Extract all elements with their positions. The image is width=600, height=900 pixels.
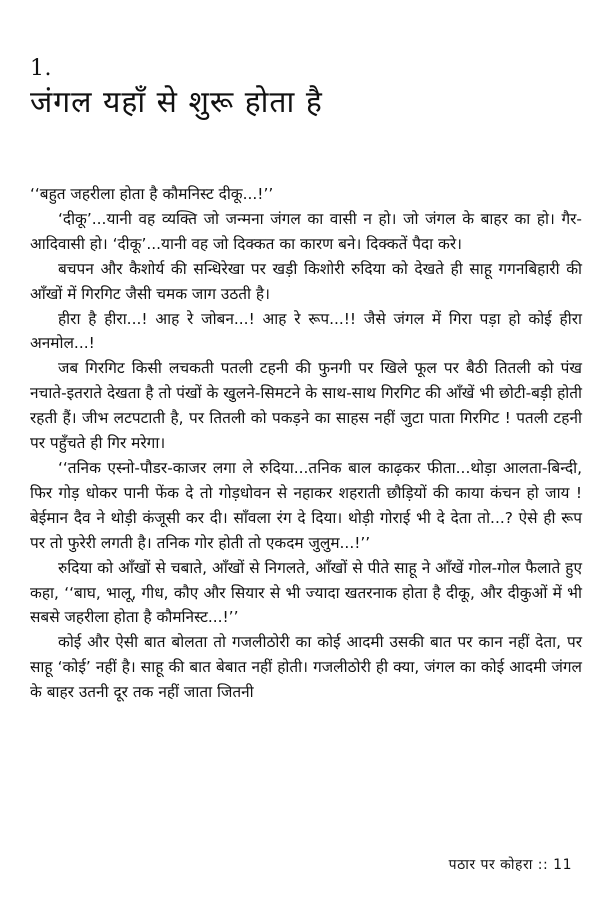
paragraph: ‘‘तनिक एस्नो-पौडर-काजर लगा ले रुदिया...तनिक बाल काढ़कर फीता...थोड़ा आलता-बिन्दी, फिर गोड़ धोकर पानी फेंक दे तो गोड़धोवन से नहाकर शहराती छौड़ियों की काया कंचन हो जाय ! बेईमान दैव ने थोड़ी कंजूसी कर दी। साँवला रंग दे दिया। थोड़ी गोराई भी दे देता तो...? ऐसे ही रूप पर तो फुरेरी लगती है। तनिक गोर होती तो एकदम जुलुम...!’’: [30, 458, 582, 552]
paragraph: ‘दीकू’...यानी वह व्यक्ति जो जन्मना जंगल का वासी न हो। जो जंगल के बाहर का हो। गैर-आदिवासी हो। ‘दीकू’...यानी वह जो दिक्कत का कारण बने। दिक्कतें पैदा करे।: [30, 209, 582, 253]
paragraph: ‘‘बहुत जहरीला होता है कौमनिस्ट दीकू...!’’: [30, 185, 274, 203]
paragraph: हीरा है हीरा...! आह रे जोबन...! आह रे रूप...!! जैसे जंगल में गिरा पड़ा हो कोई हीरा अनमोल...!: [30, 309, 582, 353]
chapter-title: जंगल यहाँ से शुरू होता है: [30, 85, 323, 120]
paragraph: कोई और ऐसी बात बोलता तो गजलीठोरी का कोई आदमी उसकी बात पर कान नहीं देता, पर साहू ‘कोई’ नहीं है। साहू की बात बेबात नहीं होती। गजलीठोरी ही क्या, जंगल का कोई आदमी जंगल के बाहर उतनी दूर तक नहीं जाता जितनी: [30, 633, 582, 702]
paragraph: जब गिरगिट किसी लचकती पतली टहनी की फुनगी पर खिले फूल पर बैठी तितली को पंख नचाते-इतराते देखता है तो पंखों के खुलने-सिमटने के साथ-साथ गिरगिट की आँखें भी छोटी-बड़ी होती रहती हैं। जीभ लटपटाती है, पर तितली को पकड़ने का साहस नहीं जुटा पाता गिरगिट ! पतली टहनी पर पहुँचते ही गिर मरेगा।: [30, 359, 582, 453]
page-footer: पठार पर कोहरा :: 11: [448, 857, 572, 873]
chapter-number: 1.: [30, 56, 52, 81]
paragraph: बचपन और कैशोर्य की सन्धिरेखा पर खड़ी किशोरी रुदिया को देखते ही साहू गगनबिहारी की आँखों में गिरगिट जैसी चमक जाग उठती है।: [30, 259, 582, 303]
paragraph: रुदिया को आँखों से चबाते, आँखों से निगलते, आँखों से पीते साहू ने आँखें गोल-गोल फैलाते हुए कहा, ‘‘बाघ, भालू, गीध, कौए और सियार से भी ज्यादा खतरनाक होता है दीकू, और दीकुओं में भी सबसे जहरीला होता है कौमनिस्ट...!’’: [30, 558, 582, 627]
body-text: [30, 182, 582, 705]
